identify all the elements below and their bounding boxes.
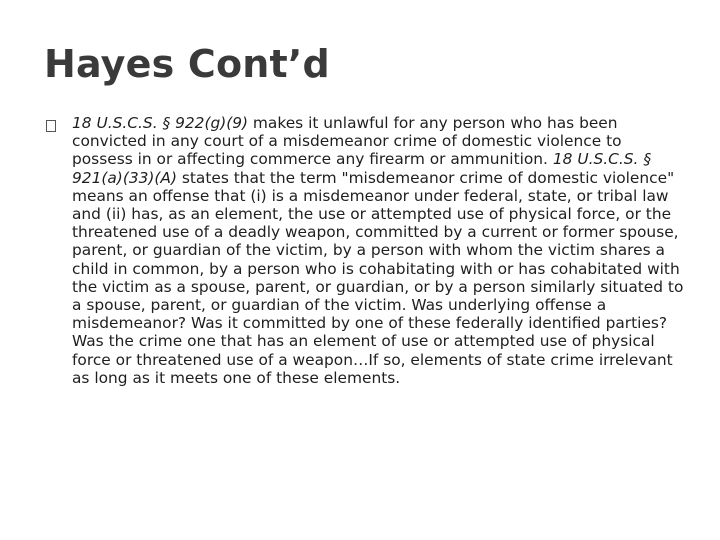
slide-title: Hayes Cont’d bbox=[44, 42, 330, 86]
bullet-text-part-2: states that the term "misdemeanor crime of domestic violence" means an offense that (i) is a misdemeanor under federal, state, or tribal law and (ii) has, as an element, the use or attempted use of physical force, or the threatened use of a deadly weapon, committed by a current or former spouse, parent, or guardian of the victim, by a person with whom the victim shares a child in common, by a person who is cohabitating with or has cohabitated with the victim as a spouse, parent, or guardian, or by a person similarly situated to a spouse, parent, or guardian of the victim. Was underlying offense a misdemeanor? Was it committed by one of these federally identified parties? Was the crime one that has an element of use or attempted use of physical force or threatened use of a weapon…If so, elements of state crime irrelevant as long as it meets one of these elements. bbox=[72, 168, 684, 387]
statute-citation-922: 18 U.S.C.S. § 922(g)(9) bbox=[72, 114, 249, 132]
bullet-box-icon bbox=[46, 120, 56, 132]
bullet-text-part-1: makes it unlawful for any person who has been convicted in any court of a misdemeanor crime of domestic violence to possess in or affecting commerce any firearm or ammunition. bbox=[72, 114, 622, 169]
statute-citation-921: 18 U.S.C.S. § 921(a)(33)(A) bbox=[72, 150, 652, 187]
bullet-text bbox=[72, 114, 684, 387]
